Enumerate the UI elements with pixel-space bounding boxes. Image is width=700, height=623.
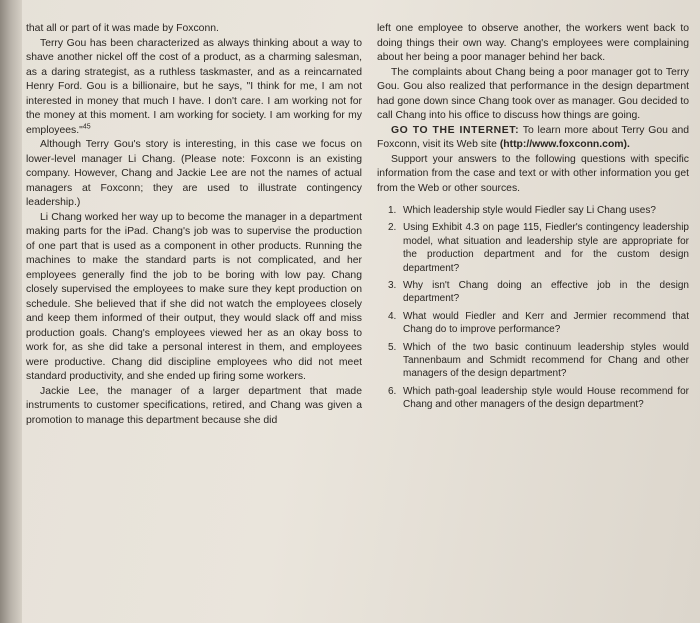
page-binding-shadow (0, 0, 22, 623)
question-item (377, 310, 689, 337)
paragraph: that all or part of it was made by Foxconn. (26, 23, 219, 34)
question-number: 5. (388, 341, 397, 353)
question-number: 1. (388, 205, 397, 216)
go-to-internet-heading: GO TO THE INTERNET: (391, 124, 520, 136)
paragraph: left one employee to observe another, the workers went back to doing things their own way. Chang's employees were complaining about her being a poor manager behind her back. (377, 23, 689, 63)
question-text: Which path-goal leadership style would House recommend for Chang and other managers of the design department? (403, 385, 689, 411)
question-item (377, 279, 689, 306)
question-item (377, 341, 689, 381)
question-list (377, 204, 689, 412)
question-item (377, 385, 689, 412)
paragraph: Although Terry Gou's story is interesting, in this case we focus on lower-level manager Li Chang. (Please note: Foxconn is an existing company. However, Chang and Jackie Lee are not the names of actual managers at Foxconn; they are used to illustrate contingency leadership.) (26, 139, 362, 208)
left-column (26, 22, 362, 428)
paragraph: Li Chang worked her way up to become the manager in a department making parts for the iPad. Chang's job was to supervise the production of one part that is used as a component in other products. Running the machines to make the standard parts is not complicated, and her employees generally find the job to be boring with low pay. Chang closely supervised the employees to make sure they kept production on schedule. She believed that if she did not watch the employees closely and keep them informed of their output, they would slack off and miss production goals. Chang's employees viewed her as an okay boss to work for, as she did take a personal interest in them, and employees were productive. Chang did discipline employees who did not meet standard productivity, and she ended up firing some workers. (26, 211, 362, 382)
paragraph: The complaints about Chang being a poor manager got to Terry Gou. Gou also realized that performance in the design department had gone down since Chang took over as manager. Gou decided to call Chang into his office to discuss how things are going. (377, 66, 689, 121)
internet-text: To learn more about Terry Gou and Foxconn, visit its Web site (377, 124, 690, 150)
paragraph: Jackie Lee, the manager of a larger department that made instruments to customer specifications, retired, and Chang was given a promotion to manage this department because she did (26, 385, 362, 426)
question-number: 4. (388, 310, 397, 322)
paragraph-text: Terry Gou has been characterized as always thinking about a way to shave another nickel off the cost of a product, as a charming salesman, as a daring strategist, as a ruthless taskmaster, and as a reincarnated Henry Ford. Gou is a billionaire, but he says, "I think for me, I am not interested in money that much I have. I don't care. I am working not for the money at this moment. I am working for society. I am working for my employees." (26, 37, 362, 136)
internet-paragraph (377, 124, 689, 153)
question-text: Which of the two basic continuum leadership styles would Tannenbaum and Schmidt recommend for Chang and other managers of the design department? (403, 341, 689, 380)
question-number: 6. (388, 385, 397, 397)
question-number: 3. (388, 280, 397, 292)
question-text: Using Exhibit 4.3 on page 115, Fiedler's contingency leadership model, what situation and leadership style are appropriate for the production department and for the custom design department? (403, 222, 689, 274)
question-item (377, 204, 689, 217)
question-text: Which leadership style would Fiedler say Li Chang uses? (403, 205, 656, 216)
question-number: 2. (388, 222, 397, 234)
paragraph: Support your answers to the following questions with specific information from the case and text or with other information you get from the Web or other sources. (377, 153, 689, 194)
paragraph (26, 37, 362, 139)
endnote-marker: 45 (82, 123, 91, 131)
website-url: (http://www.foxconn.com). (499, 139, 630, 150)
question-text: What would Fiedler and Kerr and Jermier recommend that Chang do to improve performance? (403, 310, 689, 336)
right-column (377, 22, 689, 416)
question-item (377, 221, 689, 275)
question-text: Why isn't Chang doing an effective job in the design department? (403, 280, 689, 305)
